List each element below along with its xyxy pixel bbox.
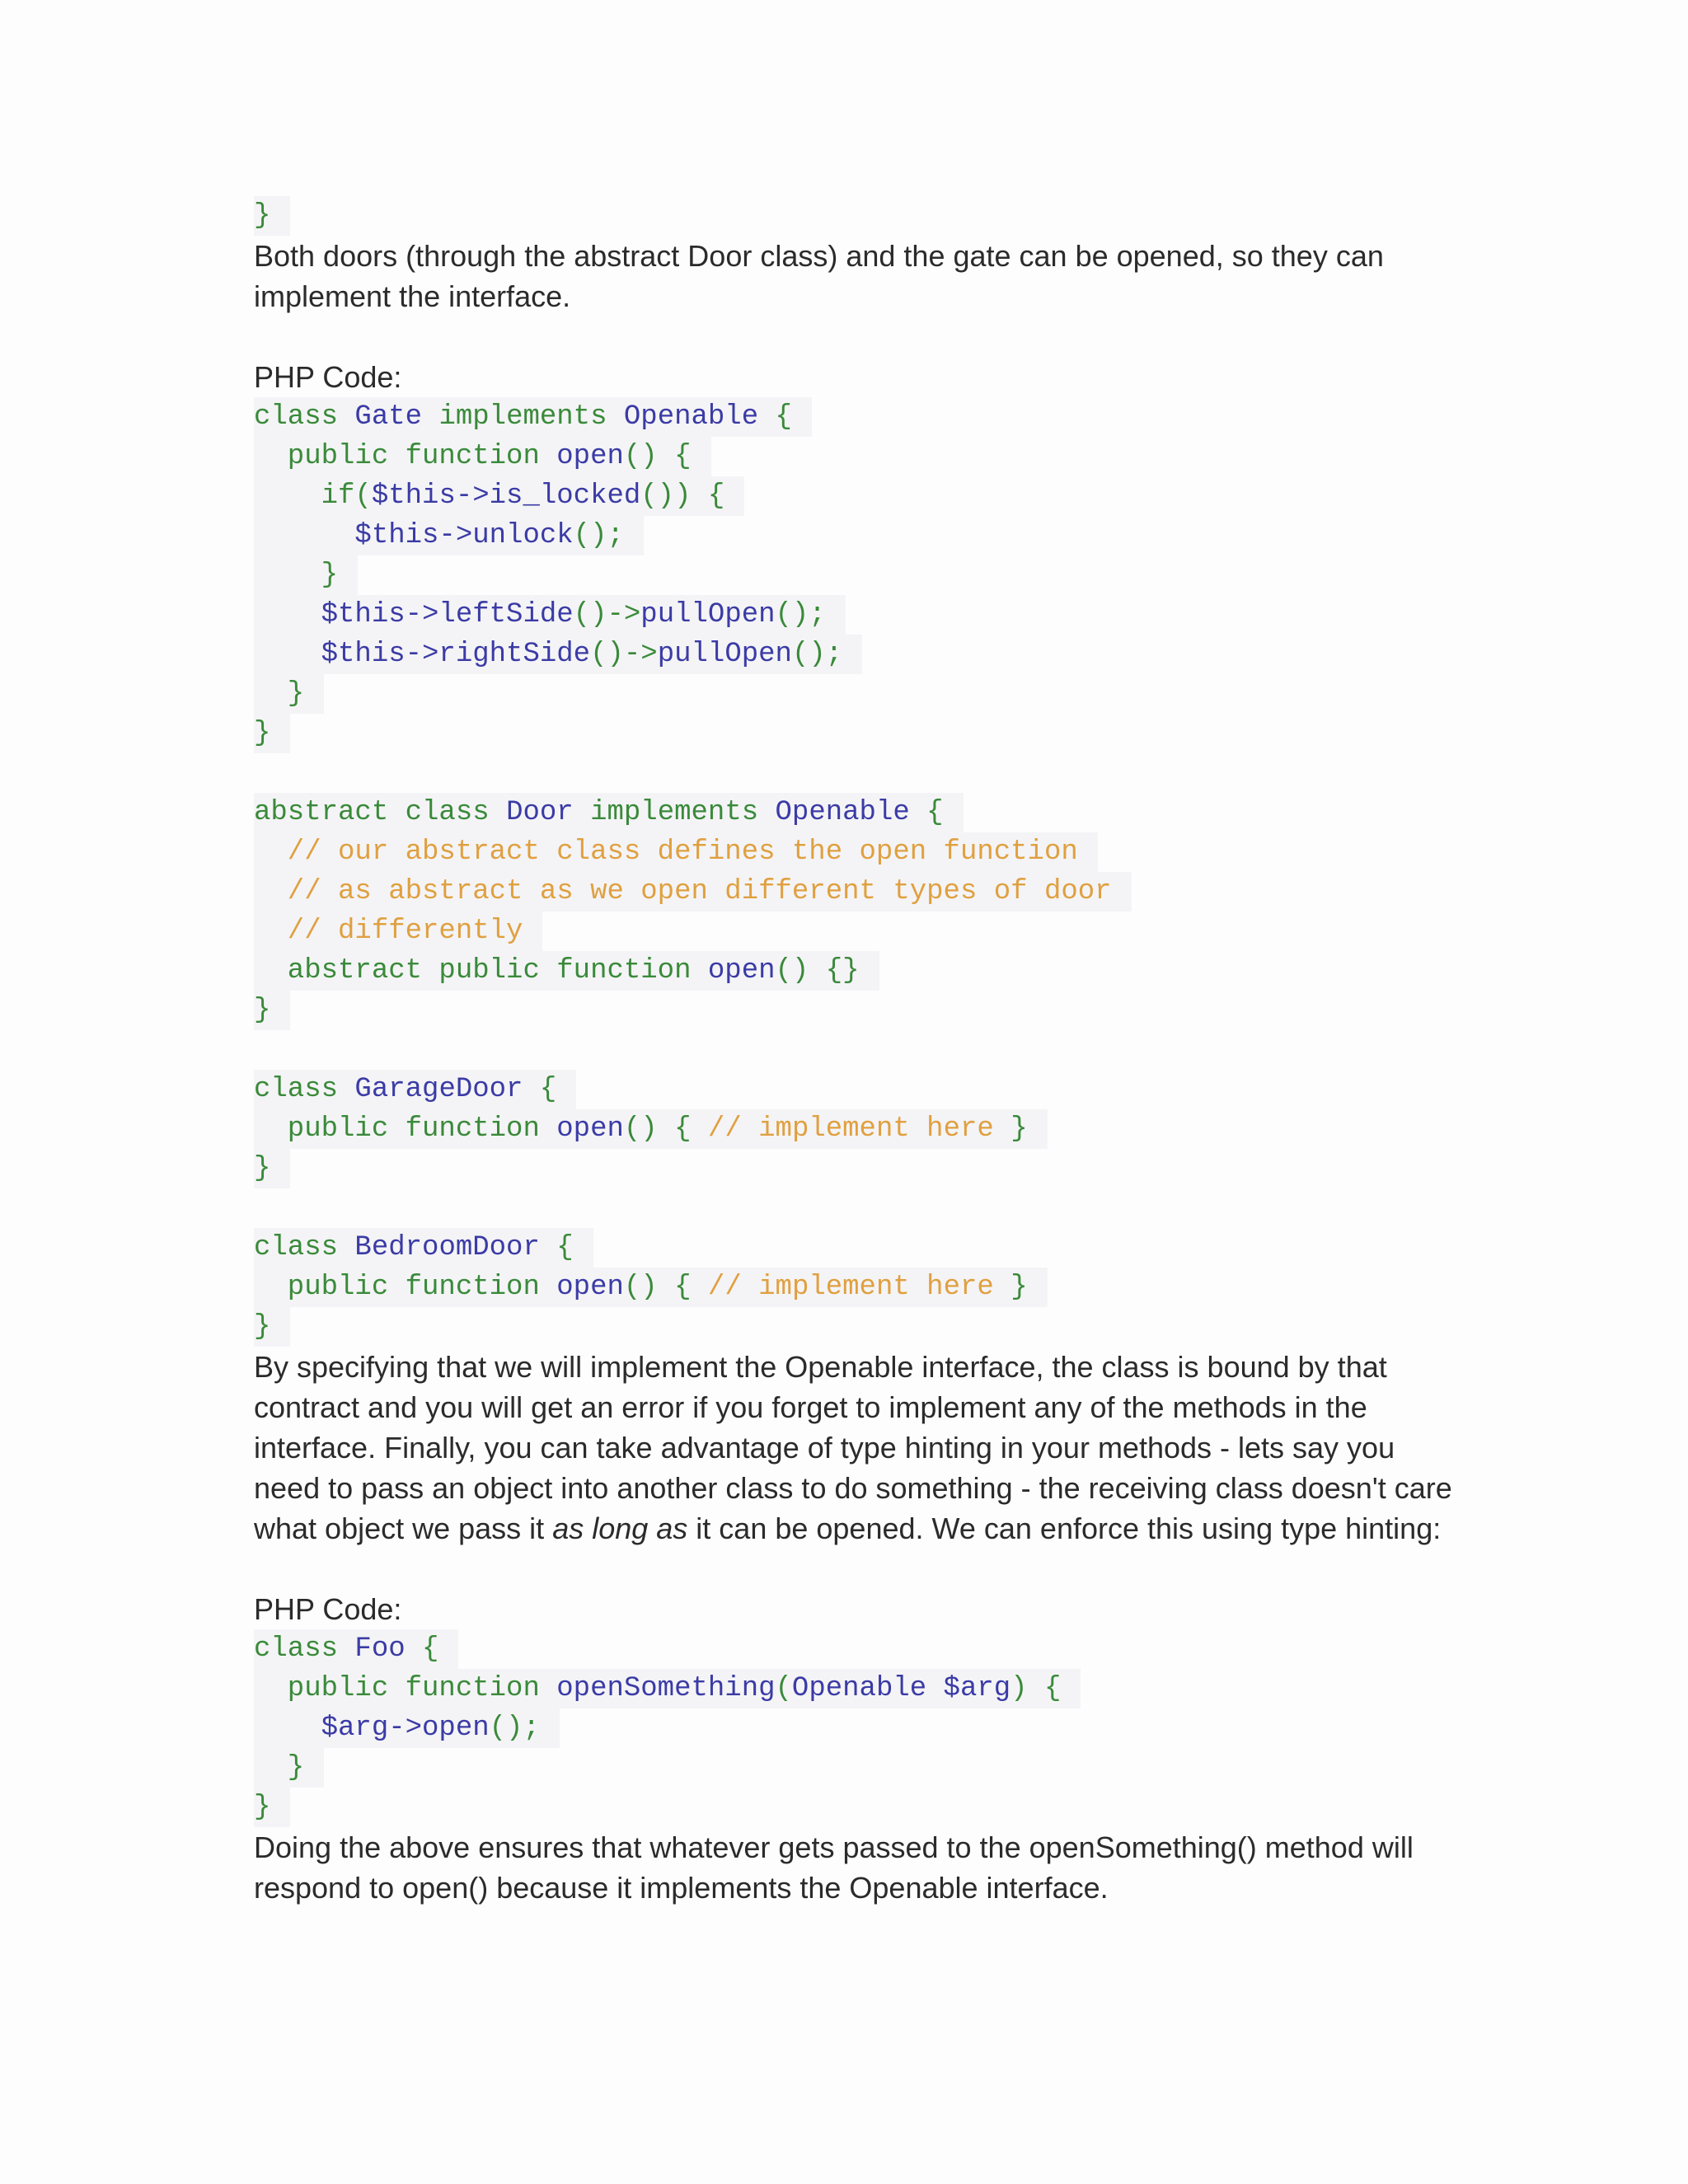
code-line: [254, 1268, 1457, 1307]
code-token: ();: [489, 1713, 540, 1744]
code-token: () {: [623, 441, 692, 472]
code-token: Door: [506, 797, 574, 828]
code-token: GarageDoor: [354, 1074, 523, 1105]
code-token: }: [254, 560, 339, 591]
code-token: class: [254, 1074, 355, 1105]
code-line: [254, 912, 1457, 951]
code-line: [254, 1629, 1457, 1669]
code-token: ()->: [573, 599, 641, 630]
code-token: ();: [791, 639, 843, 670]
code-token: // implement here: [707, 1113, 1011, 1145]
code-token: pullOpen: [640, 599, 776, 630]
code-line: [254, 951, 1457, 991]
code-token: {: [909, 797, 944, 828]
code-token: open: [556, 1272, 624, 1303]
code-token: open: [707, 955, 776, 987]
code-token: abstract public function: [254, 955, 708, 987]
code-token: public function: [254, 1113, 557, 1145]
code-token: if(: [254, 480, 372, 512]
code-token: // our abstract class defines the open function: [254, 837, 1078, 868]
code-line: [254, 793, 1457, 832]
code-line: [254, 872, 1457, 912]
code-line: [254, 595, 1457, 635]
code-token: }: [254, 1153, 271, 1184]
code-line: [254, 1070, 1457, 1109]
code-token: }: [254, 1752, 305, 1783]
code-line: [254, 437, 1457, 476]
code-token: }: [254, 1792, 271, 1823]
code-token: // differently: [254, 916, 523, 947]
code-label: PHP Code:: [254, 360, 402, 394]
code-token: ();: [573, 520, 624, 551]
code-line: [254, 516, 1457, 555]
closing-brace: }: [254, 196, 290, 236]
code-line: [254, 1109, 1457, 1149]
code-line: [254, 476, 1457, 516]
code-line: [254, 555, 1457, 595]
code-line: [254, 714, 1457, 753]
emphasis-text: as long as: [552, 1511, 688, 1545]
code-token: public function: [254, 1673, 557, 1704]
paragraph-doors-gate: Both doors (through the abstract Door class) and the gate can be opened, so they can implement the interface.: [254, 239, 1384, 313]
code-token: $arg->open: [254, 1713, 490, 1744]
code-line: [254, 991, 1457, 1030]
code-token: BedroomDoor: [354, 1232, 540, 1263]
code-token: class: [254, 401, 355, 433]
code-token: () {: [623, 1113, 708, 1145]
code-token: $this->leftSide: [254, 599, 574, 630]
code-line: [254, 1307, 1457, 1347]
code-line: [254, 1669, 1457, 1708]
code-line: [254, 1708, 1457, 1748]
code-token: ();: [775, 599, 826, 630]
blank-line: [254, 1030, 1457, 1070]
code-token: }: [254, 995, 271, 1026]
code-token: {: [758, 401, 792, 433]
blank-line: [254, 1188, 1457, 1228]
code-token: Foo: [354, 1633, 406, 1665]
code-token: ()->: [590, 639, 658, 670]
code-line: [254, 1788, 1457, 1827]
code-token: }: [254, 1311, 271, 1343]
code-token: public function: [254, 441, 557, 472]
code-line: [254, 832, 1457, 872]
code-token: $this->rightSide: [254, 639, 591, 670]
code-token: class: [254, 1232, 355, 1263]
code-token: {: [523, 1074, 557, 1105]
code-line: [254, 1149, 1457, 1188]
code-token: // as abstract as we open different types of door: [254, 876, 1112, 907]
document-page: [254, 196, 1457, 1908]
code-block-tail: [254, 196, 1457, 236]
code-line: [254, 1748, 1457, 1788]
code-token: $this->unlock: [254, 520, 574, 551]
code-line: [254, 674, 1457, 714]
code-token: }: [1010, 1272, 1028, 1303]
code-token: {: [405, 1633, 439, 1665]
code-block-openable-classes: [254, 397, 1457, 1347]
code-line: [254, 1228, 1457, 1268]
code-token: openSomething: [556, 1673, 776, 1704]
code-token: pullOpen: [657, 639, 792, 670]
code-line: [254, 397, 1457, 437]
code-token: {: [539, 1232, 574, 1263]
code-label: PHP Code:: [254, 1592, 402, 1626]
code-token: (: [775, 1673, 792, 1704]
code-token: Openable $arg: [791, 1673, 1011, 1704]
blank-line: [254, 753, 1457, 793]
code-token: ()) {: [640, 480, 725, 512]
code-token: class: [254, 1633, 355, 1665]
code-token: Openable: [623, 401, 759, 433]
paragraph-conclusion: Doing the above ensures that whatever gets passed to the openSomething() method will respond to open() because it implements the Openable interface.: [254, 1830, 1414, 1905]
code-token: }: [1010, 1113, 1028, 1145]
code-token: implements: [422, 401, 624, 433]
code-token: }: [254, 718, 271, 749]
code-token: implements: [573, 797, 776, 828]
code-token: open: [556, 441, 624, 472]
code-token: $this->is_locked: [371, 480, 641, 512]
code-token: // implement here: [707, 1272, 1011, 1303]
code-token: () {: [623, 1272, 708, 1303]
code-token: ) {: [1010, 1673, 1062, 1704]
code-token: }: [254, 678, 305, 710]
code-token: () {}: [775, 955, 860, 987]
code-token: open: [556, 1113, 624, 1145]
paragraph-type-hinting: By specifying that we will implement the Openable interface, the class is bound by that contract and you will get an error if you forget to implement any of the methods in the interface. Finally, you can take advantage of type hinting in your methods - lets say you need to pass an object into another class to do something - the receiving class doesn't care what object we pass it as long as it can be opened. We can enforce this using type hinting:: [254, 1350, 1452, 1545]
code-token: public function: [254, 1272, 557, 1303]
code-line: [254, 635, 1457, 674]
code-token: Gate: [354, 401, 423, 433]
code-token: abstract class: [254, 797, 507, 828]
code-block-foo-class: [254, 1629, 1457, 1827]
code-token: Openable: [775, 797, 910, 828]
